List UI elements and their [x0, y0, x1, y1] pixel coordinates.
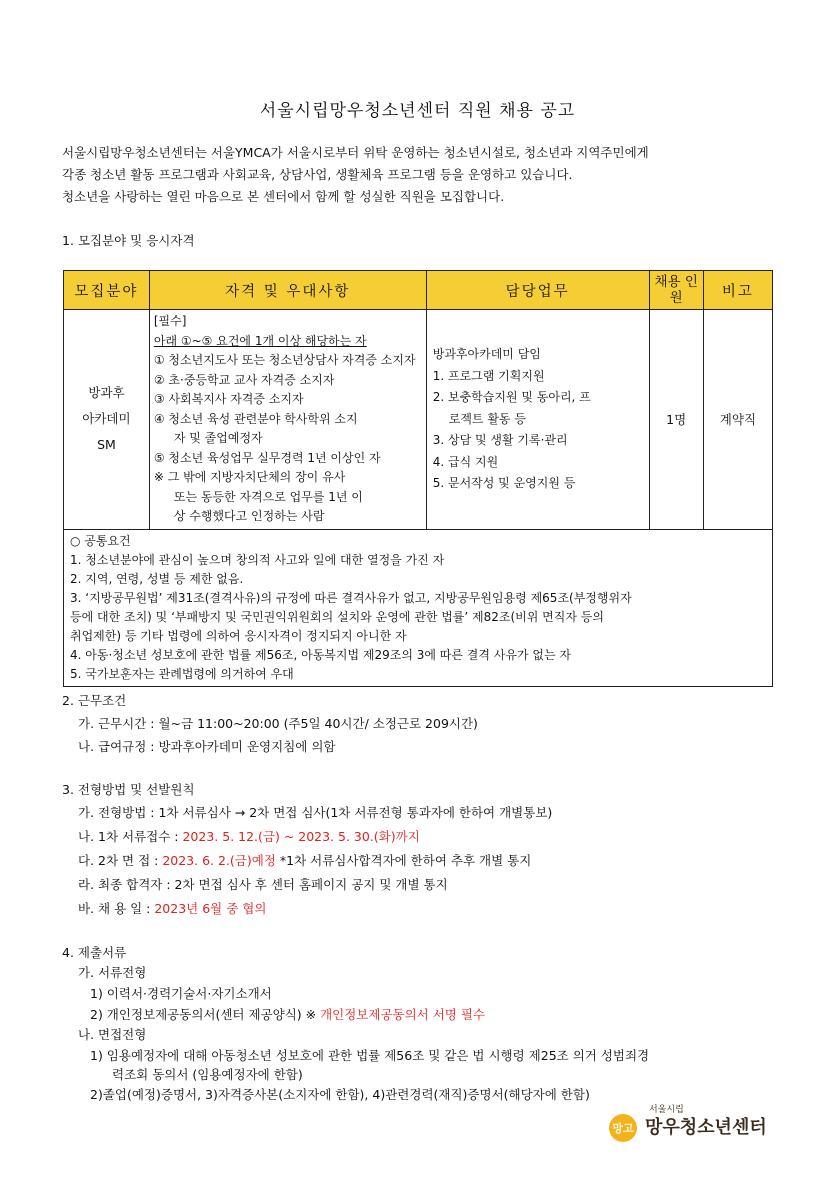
logo-badge-icon: [605, 1100, 785, 1150]
center-logo: [605, 1100, 785, 1150]
section3-item-final: 라. 최종 합격자 : 2차 면접 심사 후 센터 홈페이지 공지 및 개별 통지: [78, 877, 448, 892]
cell-count: 1명: [649, 310, 703, 530]
document-period-value: 2023. 5. 12.(금) ~ 2023. 5. 30.(화)까지: [182, 829, 420, 844]
requirement-line: ⑤ 청소년 육성업무 실무경력 1년 이상인 자: [153, 450, 381, 465]
requirement-line: ※ 그 밖에 지방자치단체의 장이 유사: [153, 470, 346, 484]
cell-common-requirements: [64, 529, 773, 686]
common-line: 4. 아동·청소년 성보호에 관한 법률 제56조, 아동복지법 제29조의 3에 따른 결격 사유가 없는 자: [70, 647, 571, 662]
requirement-line: 아래 ①~⑤ 요건에 1개 이상 해당하는 자: [153, 333, 367, 348]
header-requirements: 자격 및 우대사항: [149, 271, 426, 310]
requirement-line: ③ 사회복지사 자격증 소지자: [153, 392, 304, 406]
common-line: 등에 대한 조치) 및 ‘부패방지 및 국민권익위원회의 설치와 운영에 관한 법률’ 제82조(비위 면직자 등의: [70, 609, 604, 624]
page-title: 서울시립망우청소년센터 직원 채용 공고: [259, 101, 576, 121]
interview-label: 다. 2차 면 접 :: [78, 853, 163, 868]
table-header-row: [64, 271, 773, 310]
interview-value: 2023. 6. 2.(금)예정: [162, 853, 276, 868]
requirement-line: ② 초·중등학교 교사 자격증 소지자: [153, 372, 335, 387]
requirement-line: ④ 청소년 육성 관련분야 학사학위 소지: [153, 411, 358, 426]
common-line: 3. ‘지방공무원법’ 제31조(결격사유)의 규정에 따른 결격사유가 없고, 지방공무원임용령 제65조(부정행위자: [70, 590, 632, 605]
requirement-line: 또는 동등한 자격으로 업무를 1년 이: [173, 489, 363, 504]
field-line: SM: [97, 437, 116, 453]
recruitment-table: [63, 270, 773, 687]
section3-heading: 3. 전형방법 및 선발원칙: [62, 782, 195, 797]
header-note: 비고: [703, 271, 772, 310]
section4-item: 1) 이력서·경력기술서·자기소개서: [90, 986, 272, 1001]
duty-line: 3. 상담 및 생활 기록·관리: [432, 433, 568, 447]
common-line: 2. 지역, 연령, 성별 등 제한 없음.: [70, 571, 244, 586]
section3-item-hiring-date: [78, 898, 266, 920]
duty-line: 4. 급식 지원: [432, 454, 499, 469]
section4-item: 1) 임용예정자에 대해 아동청소년 성보호에 관한 법률 제56조 및 같은 법 시행령 제25조 의거 성범죄경: [90, 1048, 650, 1063]
section3-item-document-period: [78, 826, 420, 848]
requirement-line: [필수]: [153, 314, 187, 328]
document-period-label: 나. 1차 서류접수 :: [78, 829, 183, 844]
section1-heading: 1. 모집분야 및 응시자격: [62, 233, 195, 248]
header-duties: 담당업무: [426, 271, 649, 310]
section4-item: [90, 1004, 485, 1026]
requirement-line: ① 청소년지도사 또는 청소년상담사 자격증 소지자: [153, 353, 416, 367]
hiring-date-value: 2023년 6월 중 협의: [154, 901, 267, 916]
duty-line: 5. 문서작성 및 운영지원 등: [432, 476, 576, 490]
header-field: 모집분야: [64, 271, 150, 310]
duty-line: 로젝트 활동 등: [448, 411, 526, 426]
section4-subheading-documents: 가. 서류전형: [78, 965, 147, 980]
cell-requirements: [149, 310, 426, 530]
section2-item: 나. 급여규정 : 방과후아카데미 운영지침에 의함: [78, 739, 336, 754]
intro-paragraph: [62, 142, 649, 208]
table-row: [64, 310, 773, 530]
logo-name-text: 망우청소년센터: [645, 1117, 767, 1138]
consent-value: 개인정보제공동의서 서명 필수: [320, 1007, 486, 1022]
duty-line: 2. 보충학습지원 및 동아리, 프: [432, 390, 591, 404]
table-row-common: [64, 529, 773, 686]
duty-line: 1. 프로그램 기획지원: [432, 368, 545, 383]
section2-heading: 2. 근무조건: [62, 693, 127, 708]
field-line: 방과후: [88, 385, 125, 401]
common-line: 5. 국가보훈자는 관례법령에 의거하여 우대: [70, 666, 294, 681]
logo-badge-text: 망고: [612, 1122, 634, 1135]
intro-line: 각종 청소년 활동 프로그램과 사회교육, 상담사업, 생활체육 프로그램 등을 운영하고 있습니다.: [62, 167, 573, 182]
header-count: 채용 인원: [649, 271, 703, 310]
intro-line: 청소년을 사랑하는 열린 마음으로 본 센터에서 함께 할 성실한 직원을 모집합니다.: [62, 189, 505, 204]
hiring-date-label: 바. 채 용 일 :: [78, 901, 155, 916]
duty-line: 방과후아카데미 담임: [432, 347, 541, 361]
section3-item-interview: [78, 850, 531, 872]
section4-heading: 4. 제출서류: [62, 945, 127, 960]
logo-small-text: 서울시립: [649, 1105, 684, 1115]
field-line: 아카데미: [82, 411, 131, 427]
section3-item-method: 가. 전형방법 : 1차 서류심사 → 2차 면접 심사(1차 서류전형 통과자에 한하여 개별통보): [78, 805, 553, 820]
common-line: ○ 공통요건: [70, 533, 131, 548]
common-line: 1. 청소년분야에 관심이 높으며 창의적 사고와 일에 대한 열정을 가진 자: [70, 552, 445, 567]
interview-note: *1차 서류심사합격자에 한하여 추후 개별 통지: [275, 853, 532, 868]
consent-label: 2) 개인정보제공동의서(센터 제공양식) ※: [90, 1007, 321, 1022]
section4-subheading-interview: 나. 면접전형: [78, 1027, 147, 1042]
section4-item: 2)졸업(예정)증명서, 3)자격증사본(소지자에 한함), 4)관련경력(재직)증명서(해당자에 한함): [90, 1087, 590, 1102]
requirement-line: 자 및 졸업예정자: [173, 431, 263, 445]
common-line: 취업제한) 등 기타 법령에 의하여 응시자격이 정지되지 아니한 자: [70, 628, 407, 643]
section2-item: 가. 근무시간 : 월~금 11:00~20:00 (주5일 40시간/ 소정근로 209시간): [78, 716, 478, 731]
intro-line: 서울시립망우청소년센터는 서울YMCA가 서울시로부터 위탁 운영하는 청소년시설로, 청소년과 지역주민에게: [62, 145, 649, 160]
cell-field: [64, 310, 150, 530]
cell-duties: [426, 310, 649, 530]
section4-item: 력조회 동의서 (임용예정자에 한함): [112, 1067, 303, 1082]
cell-note: 계약직: [703, 310, 772, 530]
requirement-line: 상 수행했다고 인정하는 사람: [173, 509, 325, 523]
